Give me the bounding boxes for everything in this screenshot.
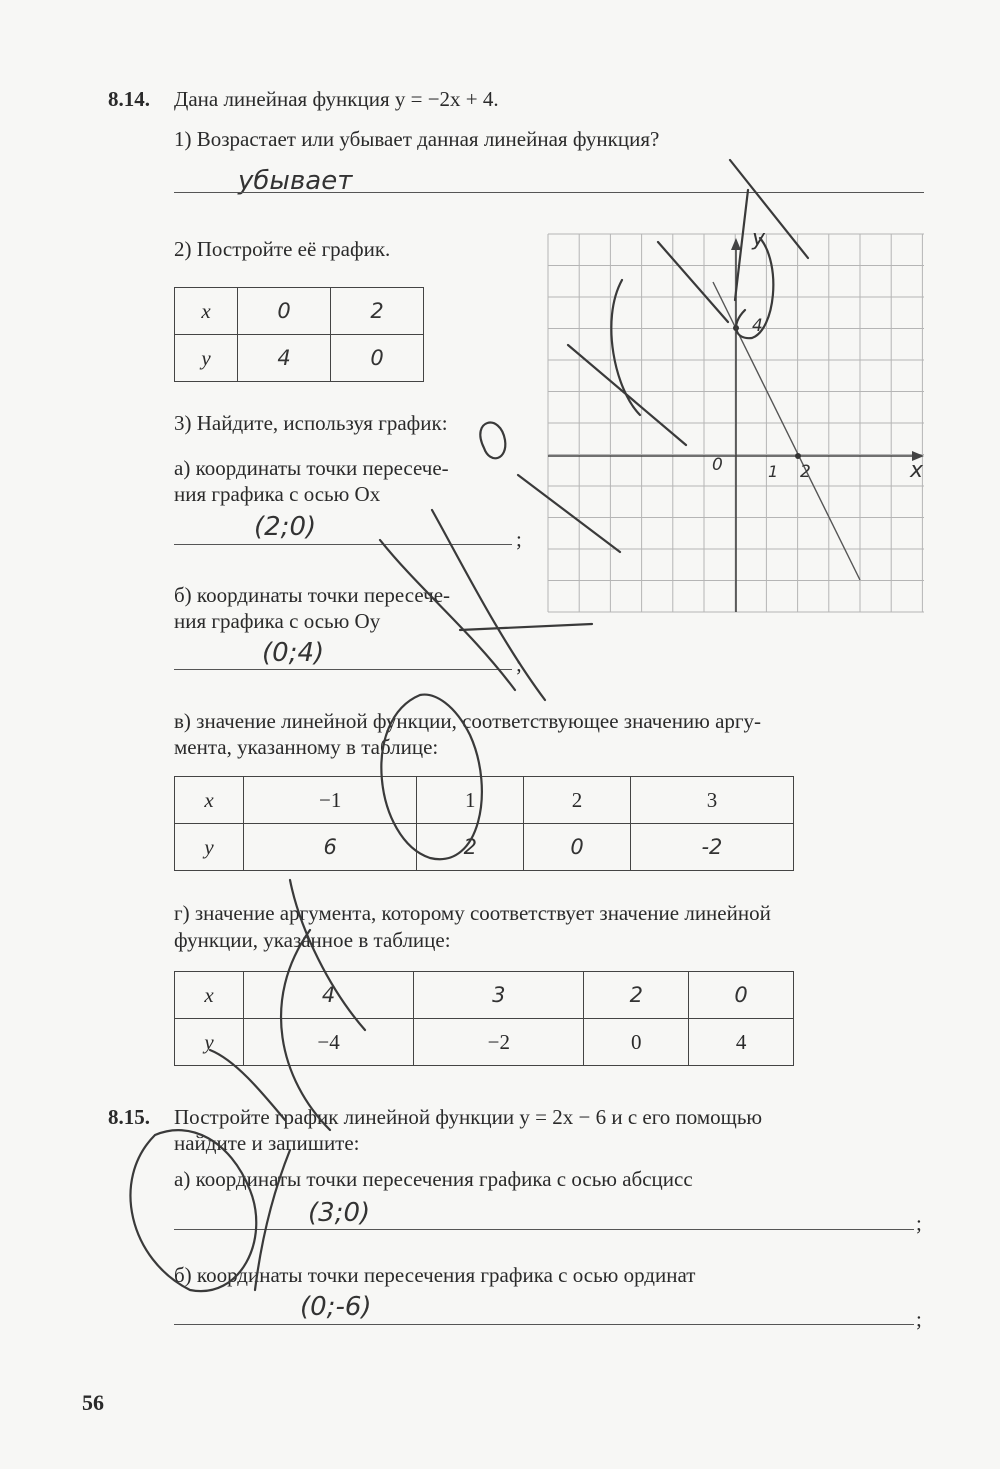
scribble-stroke [460,624,592,630]
q3b-line1: б) координаты точки пересече- [174,583,451,607]
q1-answer-line [174,192,924,193]
q3v-y-value: -2 [630,824,793,871]
q815a-end: ; [916,1211,922,1235]
q3g-x-label: x [175,972,244,1019]
q1-answer: убывает [238,166,353,196]
q3g-x-value: 3 [414,972,584,1019]
q2-table-x-value: 0 [238,288,331,335]
q3v-x-value: 3 [630,777,793,824]
q3g-y-value: 0 [584,1019,689,1066]
q2-text: 2) Постройте её график. [174,237,391,261]
q815a-text: а) координаты точки пересечения графика с осью абсцисс [174,1167,693,1191]
q815b-answer: (0;-6) [300,1292,372,1322]
q3g-y-label: y [175,1019,244,1066]
q815b-end: ; [916,1307,922,1331]
page-number: 56 [82,1390,104,1415]
q3v-line1: в) значение линейной функции, соответствующее значению аргу- [174,709,762,733]
scribble-stroke [480,423,505,459]
q3a-line1: а) координаты точки пересече- [174,456,449,480]
q3g-x-value: 2 [584,972,689,1019]
q3g-y-value: −4 [244,1019,414,1066]
graph-x-axis-label: x [910,458,924,483]
q3v-y-value: 0 [524,824,631,871]
task-8-15-line2: найдите и запишите: [174,1131,360,1155]
graph-tick-1: 1 [768,462,779,481]
q3b-answer-line [174,669,512,670]
q3g-x-value: 0 [689,972,794,1019]
task-number-8-15: 8.15. [108,1105,150,1129]
q3a-answer-line [174,544,512,545]
q3a-end: ; [516,527,522,551]
graph-y-axis-label: y [752,226,766,251]
q3v-line2: мента, указанному в таблице: [174,735,439,759]
q3g-y-value: 4 [689,1019,794,1066]
q815b-answer-line [174,1324,914,1325]
q3v-y-value: 6 [244,824,417,871]
q2-table-y-value: 4 [238,335,331,382]
q2-table-y-value: 0 [331,335,424,382]
graph-point-label: 4 [752,316,763,336]
q3g-y-value: −2 [414,1019,584,1066]
q3v-x-label: x [175,777,244,824]
q3a-line2: ния графика с осью Ox [174,482,381,506]
q3v-x-value: −1 [244,777,417,824]
task-8-14-statement: Дана линейная функция y = −2x + 4. [174,87,499,111]
q815b-text: б) координаты точки пересечения графика с осью ординат [174,1263,696,1287]
graph-tick-2: 2 [800,462,811,482]
scribble-stroke [380,540,515,690]
q3v-x-value: 2 [524,777,631,824]
q2-table-x-label: x [175,288,238,335]
point-2-0 [795,453,801,459]
q3b-end: ; [516,652,522,676]
q3b-answer: (0;4) [262,638,325,668]
q3v-x-value: 1 [417,777,524,824]
graph-origin-label: 0 [712,455,723,475]
q3b-line2: ния графика с осью Oy [174,609,381,633]
q3v-y-value: 2 [417,824,524,871]
task-number-8-14: 8.14. [108,87,150,111]
q2-table [174,287,424,382]
q3a-answer: (2;0) [254,512,317,542]
q2-table-y-label: y [175,335,238,382]
task-8-15-line1: Постройте график линейной функции y = 2x − 6 и с его помощью [174,1105,763,1129]
q3-text: 3) Найдите, используя график: [174,411,448,435]
q3g-line1: г) значение аргумента, которому соответствует значение линейной [174,901,771,925]
y-axis-arrow [731,238,741,250]
q2-table-x-value: 2 [331,288,424,335]
q815a-answer-line [174,1229,914,1230]
q3g-line2: функции, указанное в таблице: [174,928,451,952]
q815a-answer: (3;0) [308,1198,371,1228]
q3g-table [174,971,794,1066]
q3g-x-value: 4 [244,972,414,1019]
q3v-table [174,776,794,871]
q3v-y-label: y [175,824,244,871]
function-graph [548,234,924,612]
point-0-4 [733,325,739,331]
q1-text: 1) Возрастает или убывает данная линейная функция? [174,127,660,151]
